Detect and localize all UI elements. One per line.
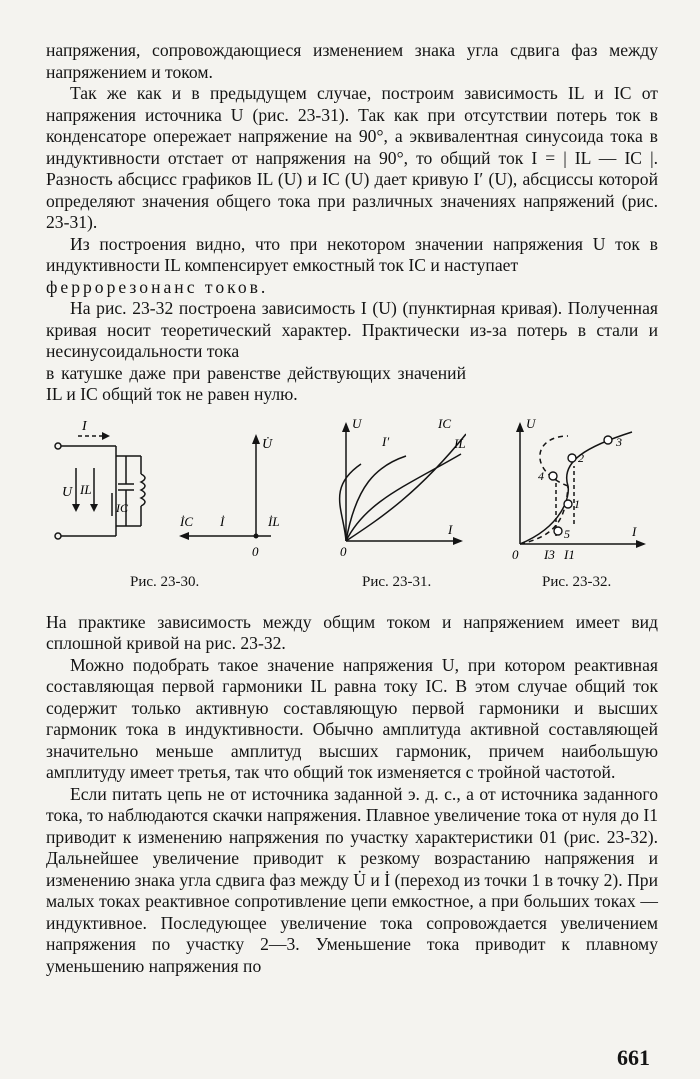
fig30-ic-label: IC [116, 500, 128, 515]
fig32-point-5: 5 [564, 526, 570, 541]
fig31-il-label: IL [454, 435, 466, 451]
fig32-point-4: 4 [538, 468, 544, 483]
fig30-voltage-label: U [62, 484, 73, 500]
page-number: 661 [617, 1045, 650, 1070]
fig32-i1-label: I1 [564, 546, 575, 562]
paragraph-3-term: феррорезонанс токов. [46, 276, 269, 297]
paragraph-3: Из построения видно, что при некотором значении напряжения U ток в индуктивности IL компенсирует емкостный ток IC и наступает [46, 233, 658, 275]
paragraph-7: Если питать цепь не от источника заданной э. д. с., а от источника заданного тока, то наблюдаются скачки напряжения. Плавное увеличение тока от нуля до I1 приводит к изменению напряжения по участку характеристики 01 (рис. 23-32). Дальнейшее увеличение приводит к резкому возрастанию напряжения и изменению знака угла сдвига фаз между U̇ и İ (переход из точки 1 в точку 2). При малых токах реактивное сопротивление цепи емкостное, а при больших токах — индуктивное. Последующее увеличение тока сопровождается увеличением напряжения по участку 2—3. Уменьшение тока приводит к плавному уменьшению напряжения по [46, 783, 658, 976]
fig32-point-2: 2 [578, 450, 584, 465]
fig30-vector-il-label: İL [268, 513, 280, 529]
fig32-y-label: U [526, 415, 536, 431]
caption-23-30: Рис. 23-30. [130, 573, 200, 590]
fig31-origin-label: 0 [340, 543, 347, 559]
fig31-y-label: U [352, 415, 362, 431]
fig32-i3-label: I3 [544, 546, 555, 562]
figure-row [46, 416, 658, 612]
paragraph-5: На практике зависимость между общим током и напряжением имеет вид сплошной кривой на рис. 23-32. [46, 611, 658, 653]
fig32-x-label: I [632, 523, 637, 539]
paragraph-4: На рис. 23-32 построена зависимость I (U) (пунктирная кривая). Полученная кривая носит теоретический характер. Практически из-за потерь в стали и несинусоидальности тока [46, 298, 658, 361]
fig32-point-3: 3 [616, 434, 622, 449]
fig32-point-1: 1 [574, 496, 580, 511]
paragraph-2: Так же как и в предыдущем случае, построим зависимость IL и IC от напряжения источника U (рис. 23-31). Так как при отсутствии потерь ток в конденсаторе опережает напряжение на 90°, а эквивалентная синусоида тока в индуктивности отстает от напряжения на 90°, то общий ток I = | IL — IC |. Разность абсцисс графиков IL (U) и IC (U) дает кривую I′ (U), абсциссы которой определяют значения общего тока при различных значениях напряжений (рис. 23-31). [46, 83, 658, 232]
figure-23-30 [46, 416, 306, 566]
paragraph-1: напряжения, сопровождающиеся изменением знака угла сдвига фаз между напряжением и током. [46, 40, 658, 82]
fig32-origin-label: 0 [512, 546, 519, 562]
paragraph-6: Можно подобрать такое значение напряжения U, при котором реактивная составляющая первой гармоники IL равна току IC. В этом случае общий ток содержит только активную составляющую первой гармоники и высших гармоник тока в индуктивности. Обычно амплитуда активной составляющей значительно меньше амплитуд высших гармоник, причем наибольшую амплитуду имеет третья, так что общий ток изменяется с тройной частотой. [46, 654, 658, 782]
fig30-origin-label: 0 [252, 543, 259, 559]
page-body [46, 40, 658, 977]
figure-23-31 [316, 416, 466, 566]
fig31-i-prime-label: I′ [382, 433, 390, 449]
caption-23-31: Рис. 23-31. [362, 573, 432, 590]
figure-23-32 [508, 416, 648, 571]
caption-23-32: Рис. 23-32. [542, 573, 612, 590]
fig31-x-label: I [448, 521, 453, 537]
fig30-vector-u-label: U̇ [262, 436, 273, 452]
paragraph-4-narrow: в катушке даже при равенстве действующих значений IL и IC общий ток не равен нулю. [46, 362, 466, 404]
fig31-ic-label: IC [438, 415, 451, 431]
fig30-vector-ic-label: İC [180, 513, 193, 529]
fig30-current-label: I [82, 418, 87, 434]
fig30-il-label: IL [80, 481, 92, 497]
fig30-vector-i-label: İ [220, 513, 225, 529]
